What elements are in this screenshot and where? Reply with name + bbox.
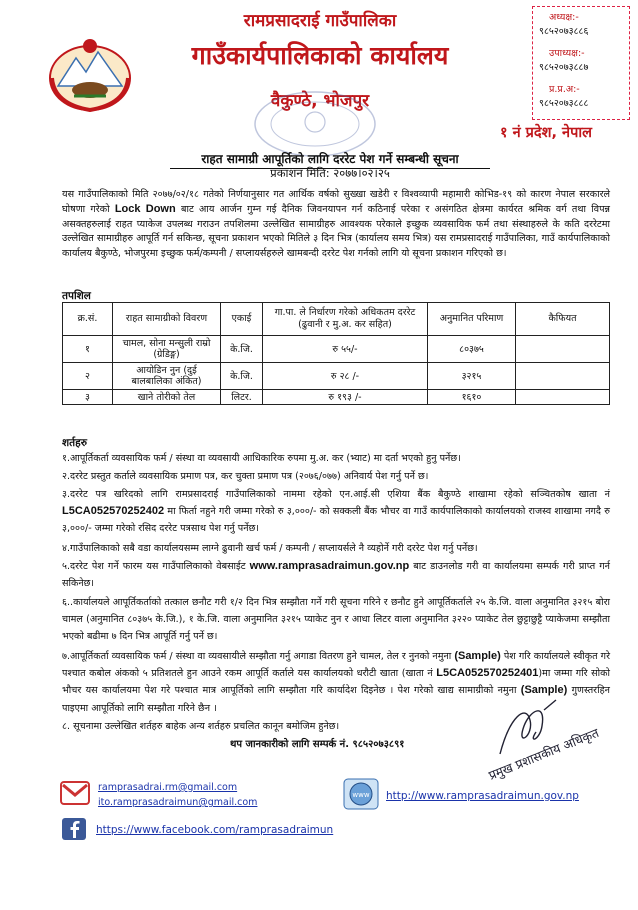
website-link[interactable]: http://www.ramprasadraimun.gov.np [386, 790, 579, 802]
condition-7-text-3: )मा जम्मा गरि सोको भौचर यस कार्यालयमा पेश गरे पश्चात मात्र आपूर्तिको लागि सम्झौता गरि कार्यादेश दिइनेछ । पेश गरेको खाद्य सामाग्रीको नमुना [62, 668, 610, 697]
cell-remarks [516, 336, 610, 363]
paragraph-part-1: यस गाउँपालिकाको मिति २०७७/०२/१८ गतेको निर्णयानुसार गत आर्थिक वर्षको सुख्खा खडेरी र विश्वव्यापी महामारी कोभिड-१९ को कारण नेपाल सरकारले घोषणा गरेको [62, 189, 610, 216]
col-header-quantity: अनुमानित परिमाण [428, 303, 516, 336]
col-header-remarks: कैफियत [516, 303, 610, 336]
cell-unit: के.जि. [221, 336, 263, 363]
cell-quantity: १६१० [428, 390, 516, 405]
svg-text:www: www [352, 791, 370, 799]
relief-items-table [62, 302, 610, 405]
cell-quantity: ८०३७५ [428, 336, 516, 363]
cell-item: आयोडिन नुन (दुई बालबालिका अंकित) [113, 363, 221, 390]
facebook-link[interactable]: https://www.facebook.com/ramprasadraimun [96, 824, 334, 836]
nepal-emblem-logo [44, 34, 136, 114]
condition-7-text-4: गुणस्तरहिन पाइएमा आपूर्तिको लागि सम्झौता गरिने छैन । [62, 685, 610, 714]
treasury-account-number: L5CA052570252402 [62, 505, 165, 518]
cell-sn: २ [63, 363, 113, 390]
table-row [63, 390, 610, 405]
cell-rate: रु ५५/- [263, 336, 428, 363]
cell-item: चामल, सोना मन्सुली राम्रो (ग्रेडिङ्ग) [113, 336, 221, 363]
office-location: वैकुण्ठे, भोजपुर [270, 91, 370, 111]
col-header-max-rate: गा.पा. ले निर्धारण गरेको अधिकतम दररेट (ढुवानी र मु.अ. कर सहित) [263, 303, 428, 336]
condition-8: ८. सूचनामा उल्लेखित शर्तहरु बाहेक अन्य शर्तहरु प्रचलित कानून बमोजिम हुनेछ। [62, 721, 340, 732]
condition-3-text-2: मा फिर्ता नहुने गरी जम्मा गरेको रु ३,०००/- को सक्कली बैंक भौचर वा गाउँ कार्यपालिकाको कार्यालयको राजस्व शाखामा नगदै रु ३,०००/- जम्मा गरेको रसिद दररेट पत्रसाथ पेश गर्नु पर्नेछ। [62, 506, 610, 535]
vice-chairperson-phone: ९८५२०७३८८७ [539, 62, 589, 73]
condition-4: ४.गाउँपालिकाको सबै वडा कार्यालयसम्म लाग्ने ढुवानी खर्च फर्म / कम्पनी / सप्लायर्सले नै व्यहोर्ने गरी दररेट पेश गर्नु पर्नेछ। [62, 543, 478, 554]
condition-5-text: ५.दररेट पेश गर्ने फारम यस गाउँपालिकाको वेबसाईट [62, 561, 250, 572]
officials-contact-box [532, 6, 630, 120]
condition-3 [62, 486, 610, 538]
province-label: १ नं प्रदेश, नेपाल [500, 125, 592, 141]
cell-rate: रु १९३ /- [263, 390, 428, 405]
email-link-1[interactable]: ramprasadrai.rm@gmail.com [98, 782, 238, 793]
facebook-icon [62, 818, 86, 840]
chairperson-label: अध्यक्ष:- [549, 12, 579, 23]
gmail-icon [60, 780, 90, 806]
sample-term: (Sample) [454, 650, 501, 662]
condition-1: १.आपूर्तिकर्ता व्यवसायिक फर्म / संस्था वा व्यवसायी आधिकारिक रुपमा मु.अ. कर (भ्याट) मा दर्ता भएको हुनु पर्नेछ। [62, 453, 461, 464]
office-name: गाउँकार्यपालिकाको कार्यालय [191, 41, 449, 70]
website-globe-icon [343, 778, 379, 810]
lockdown-term: Lock Down [114, 203, 176, 216]
publication-date: प्रकाशन मिति: २०७७।०२।२५ [270, 166, 390, 180]
condition-7-text: ७.आपूर्तिकर्ता व्यवसायिक फर्म / संस्था वा व्यवसायीले सम्झौता गर्नु अगाडा वितरण हुने चामल, तेल र नुनको नमुना [62, 651, 455, 662]
cell-unit: लिटर. [221, 390, 263, 405]
cao-phone: ९८५२०७३८८८ [539, 98, 589, 109]
condition-5-text-2: बाट डाउनलोड गरी वा कार्यालयमा सम्पर्क गरी प्राप्त गर्न सकिनेछ। [62, 561, 610, 590]
col-header-unit: एकाई [221, 303, 263, 336]
condition-6: ६..कार्यालयले आपूर्तिकर्ताको तत्काल छनौट गरी १/२ दिन भित्र सम्झौता गर्ने गरी सूचना गरिने र छनौट हुने आपूर्तिकर्ताले २५ के.जि. वाला अनुमानित ३२१५ बोरा चामल (अनुमानित ८०३७५ के.जि.), १ के.जि. वाला अनुमानित ३२१५ प्याकेट नुन र आधा लिटर वाला अनुमानित ३२२० प्याकेट तेल छुट्टाछुट्टै प्याकेजमा सम्झौता भएको बढीमा ७ दिन भित्र आपूर्ति गर्नु पर्ने छ। [62, 597, 610, 643]
condition-3-text: ३.दररेट पत्र खरिदको लागि रामप्रसादराई गाउँपालिकाको नाममा रहेको एन.आई.सी एशिया बैंक बैकुण्ठे शाखामा रहेको सञ्चितकोष खाता नं [62, 489, 610, 500]
cell-remarks [516, 363, 610, 390]
col-header-item: राहत सामाग्रीको विवरण [113, 303, 221, 336]
cell-sn: १ [63, 336, 113, 363]
table-row [63, 363, 610, 390]
vice-chairperson-label: उपाध्यक्ष:- [549, 48, 585, 59]
notice-paragraph [62, 188, 610, 261]
details-heading: तपशिल [62, 290, 91, 302]
website-in-text: www.ramprasadraimun.gov.np [249, 560, 410, 572]
cell-quantity: ३२१५ [428, 363, 516, 390]
table-header-row [63, 303, 610, 336]
cell-sn: ३ [63, 390, 113, 405]
table-row [63, 336, 610, 363]
more-info-contact: थप जानकारीको लागि सम्पर्क नं. ९८५२०७३८९१ [230, 739, 405, 750]
chairperson-phone: ९८५२०७३८८६ [539, 26, 589, 37]
deposit-account-number: L5CA052570252401 [436, 667, 539, 680]
condition-7-text-2: पेश गरि कार्यालयले स्वीकृत गरे पश्चात कबोल अंकको ५ प्रतिशतले हुन आउने रकम आपूर्ति कर्ताले यस कार्यालयको धरौटी खाता (खाता नं [62, 651, 610, 680]
cell-remarks [516, 390, 610, 405]
condition-5 [62, 558, 610, 592]
notice-title: राहत सामाग्री आपूर्तिको लागि दररेट पेश गर्ने सम्बन्धी सूचना [170, 150, 490, 169]
cell-unit: के.जि. [221, 363, 263, 390]
cell-rate: रु २८ /- [263, 363, 428, 390]
email-link-2[interactable]: ito.ramprasadraimun@gmail.com [98, 797, 258, 808]
signatory-title: प्रमुख प्रशासकीय अधिकृत [486, 724, 601, 783]
col-header-sn: क्र.सं. [63, 303, 113, 336]
conditions-heading: शर्तहरु [62, 437, 87, 449]
sample-term-2: (Sample) [520, 684, 568, 697]
cell-item: खाने तोरीको तेल [113, 390, 221, 405]
condition-2: २.दररेट प्रस्तुत कर्ताले व्यवसायिक प्रमाण पत्र, कर चुक्ता प्रमाण पत्र (२०७६/०७७) अनिवार्य पेश गर्नु पर्ने छ। [62, 471, 429, 482]
municipality-name: रामप्रसादराई गाउँपालिका [243, 11, 397, 31]
cao-label: प्र.प्र.अ:- [549, 84, 580, 95]
paragraph-part-2: बाट आय आर्जन गुम्न गई दैनिक जिवनयापन गर्न कठिनाई परेका र असंगठित क्षेत्रमा कार्यरत श्रमिक वर्ग तथा विपन्न असक्तहरुलाई राहत प्याकेज उपलब्ध गराउन तपशिलमा उल्लेखित सामाग्रीहरु आवश्यक परेकाले इच्छुक व्यवसायिक फर्म तथा संस्थाहरुले के कति दररेटमा उल्लेखित सामाग्रीहरु आपूर्ति गर्न सकिन्छ, सूचना प्रकाशन भएको मितिले ३ दिन भित्र (कार्यालय समय भित्र) यस रामप्रसादराई गाउँपालिका, गाउँ कार्यपालिकाको कार्यालय बैकुण्ठे, भोजपुरमा इच्छुक फर्म/कम्पनी / सप्लायर्सहरुले खामबन्दी दररेट पेश गर्नको लागि यो सूचना प्रकाशन गरिएको छ। [62, 204, 610, 259]
